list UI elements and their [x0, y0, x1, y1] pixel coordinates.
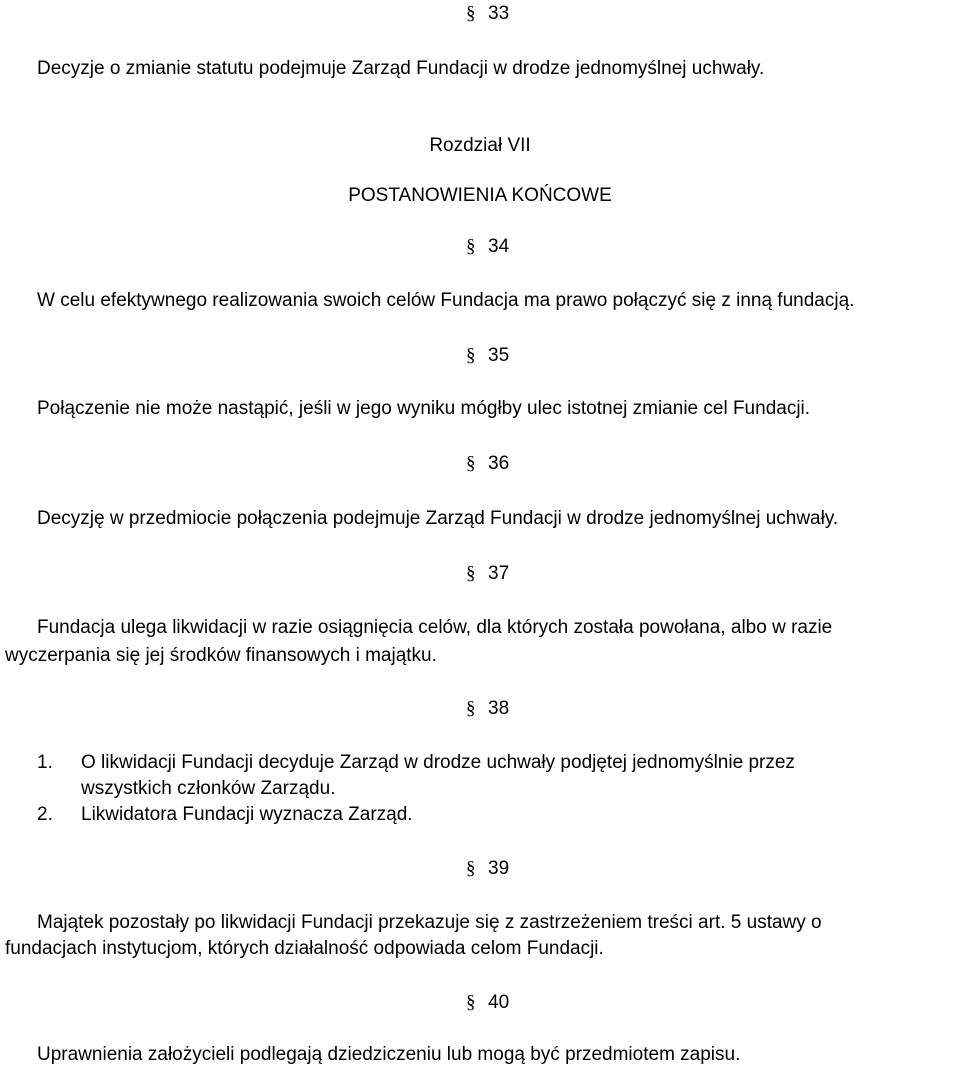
section-33-heading [466, 3, 509, 25]
paragraph-37-line-2: wyczerpania się jej środków finansowych i majątku. [5, 645, 437, 666]
section-number: 39 [488, 858, 510, 879]
section-symbol: § [466, 698, 476, 719]
section-symbol: § [466, 992, 476, 1013]
section-39-heading [466, 858, 509, 880]
section-number: 40 [488, 992, 510, 1013]
section-symbol: § [466, 3, 476, 24]
paragraph-35: Połączenie nie może nastąpić, jeśli w jego wyniku mógłby ulec istotnej zmianie cel Fundacji. [37, 398, 811, 419]
section-number: 37 [488, 563, 510, 584]
paragraph-36: Decyzję w przedmiocie połączenia podejmuje Zarząd Fundacji w drodze jednomyślnej uchwały. [37, 508, 839, 529]
section-number: 38 [488, 698, 510, 719]
section-34-heading [466, 236, 509, 258]
section-symbol: § [466, 453, 476, 474]
list-item-text: Likwidatora Fundacji wyznacza Zarząd. [81, 804, 413, 825]
paragraph-37-line-1: Fundacja ulega likwidacji w razie osiągnięcia celów, dla których została powołana, albo w razie [37, 617, 833, 638]
list-item-text: O likwidacji Fundacji decyduje Zarząd w drodze uchwały podjętej jednomyślnie przez [81, 752, 795, 773]
chapter-title: POSTANOWIENIA KOŃCOWE [348, 185, 612, 206]
section-38-heading [466, 698, 509, 720]
paragraph-39-line-2: fundacjach instytucjom, których działalność odpowiada celom Fundacji. [5, 938, 604, 959]
section-36-heading [466, 453, 509, 475]
paragraph-39-line-1: Majątek pozostały po likwidacji Fundacji przekazuje się z zastrzeżeniem treści art. 5 ustawy o [37, 912, 822, 933]
list-item-number: 2. [37, 804, 53, 825]
section-symbol: § [466, 236, 476, 257]
section-40-heading [466, 992, 509, 1014]
section-number: 34 [488, 236, 510, 257]
list-item [37, 804, 413, 826]
section-number: 33 [488, 3, 510, 24]
section-number: 35 [488, 345, 510, 366]
chapter-label: Rozdział VII [429, 135, 531, 156]
section-35-heading [466, 345, 509, 367]
section-symbol: § [466, 858, 476, 879]
paragraph-34: W celu efektywnego realizowania swoich celów Fundacja ma prawo połączyć się z inną fundacją. [37, 290, 855, 311]
list-item [37, 752, 795, 774]
section-number: 36 [488, 453, 510, 474]
section-37-heading [466, 563, 509, 585]
list-item-number: 1. [37, 752, 53, 773]
paragraph-40: Uprawnienia założycieli podlegają dziedziczeniu lub mogą być przedmiotem zapisu. [37, 1044, 741, 1065]
list-item-continuation: wszystkich członków Zarządu. [81, 778, 336, 799]
section-symbol: § [466, 345, 476, 366]
section-symbol: § [466, 563, 476, 584]
paragraph-33: Decyzje o zmianie statutu podejmuje Zarząd Fundacji w drodze jednomyślnej uchwały. [37, 58, 765, 79]
